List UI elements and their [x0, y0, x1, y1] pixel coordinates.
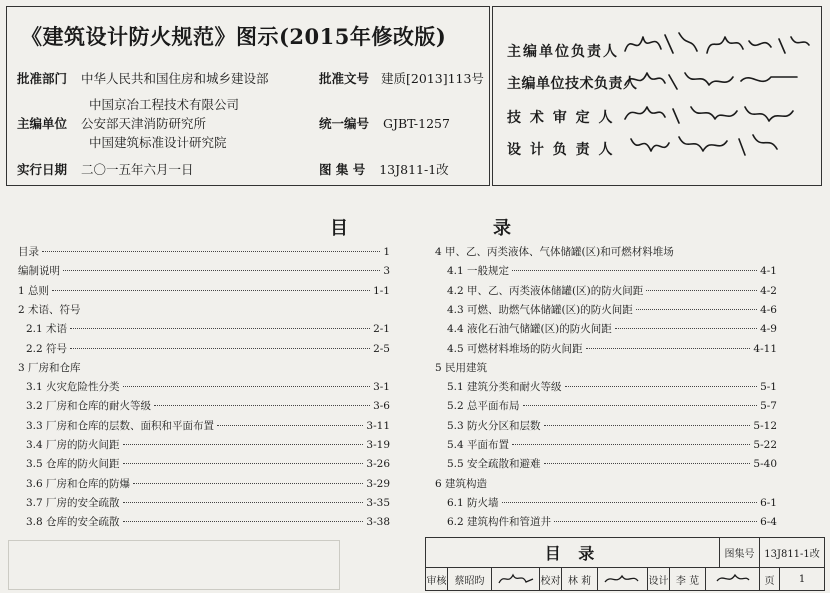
- toc-leader-dots: [70, 348, 370, 349]
- toc-item-page: 3-35: [366, 496, 390, 509]
- toc-item-page: 3: [383, 265, 390, 278]
- toc-leader-dots: [544, 425, 751, 426]
- chief-editor-unit-head-label: 主编单位负责人: [507, 44, 619, 60]
- toc-item-page: 5-12: [753, 419, 777, 432]
- toc-heading-right: 录: [493, 218, 511, 239]
- approval-doc-label: 批准文号: [319, 71, 370, 86]
- toc-item-title: 6.1 防火墙: [447, 496, 499, 509]
- toc-section-item: [18, 263, 390, 278]
- toc-item-title: 3.4 厂房的防火间距: [26, 439, 120, 451]
- title-block-atlas-no: 13J811-1改: [764, 549, 820, 560]
- toc-leader-dots: [646, 290, 757, 291]
- header-info-box: [6, 6, 490, 186]
- toc-subsection-item: [447, 321, 777, 336]
- signature-stroke: [625, 73, 797, 89]
- toc-leader-dots: [42, 251, 380, 252]
- toc-item-page: 2-1: [373, 323, 390, 336]
- toc-item-title: 1 总则: [18, 284, 50, 297]
- toc-subsection-item: [26, 456, 390, 471]
- toc-item-page: 3-6: [373, 400, 390, 413]
- toc-item-title: 目录: [18, 246, 39, 258]
- editor-2: 公安部天津消防研究所: [81, 116, 207, 131]
- toc-item-page: 4-1: [760, 265, 777, 278]
- toc-item-title: 6 建筑构造: [435, 477, 488, 490]
- signature-stroke: [707, 37, 809, 53]
- toc-leader-dots: [554, 521, 757, 522]
- toc-leader-dots: [70, 328, 370, 329]
- toc-item-title: 5.1 建筑分类和耐火等级: [447, 381, 562, 394]
- approval-doc-row: [319, 69, 484, 87]
- toc-item-title: 5 民用建筑: [435, 361, 488, 374]
- toc-item-title: 2 术语、符号: [18, 303, 81, 316]
- editor-label: 主编单位: [17, 116, 68, 131]
- toc-item-title: 5.3 防火分区和层数: [447, 419, 541, 432]
- toc-item-title: 4.5 可燃材料堆场的防火间距: [447, 342, 583, 355]
- toc-subsection-item: [447, 495, 777, 510]
- designer-signature-mark: [713, 571, 753, 587]
- toc-subsection-item: [447, 379, 777, 394]
- editor-1: 中国京冶工程技术有限公司: [89, 97, 240, 112]
- toc-subsection-item: [26, 398, 390, 413]
- title-block: [425, 537, 825, 591]
- toc-subsection-item: [447, 398, 777, 413]
- toc-section-item: [18, 244, 390, 259]
- designer-signature: [706, 568, 760, 590]
- reviewer-signature: [492, 568, 540, 590]
- toc-heading-left: 目: [330, 218, 348, 239]
- toc-item-title: 3.7 厂房的安全疏散: [26, 496, 120, 509]
- signature-stroke: [631, 135, 777, 155]
- reviewer-signature-mark: [496, 571, 536, 587]
- toc-subsection-item: [26, 476, 390, 491]
- toc-item-page: 5-22: [753, 439, 777, 451]
- toc-item-page: 4-9: [760, 323, 777, 336]
- toc-item-title: 5.5 安全疏散和避难: [447, 458, 541, 471]
- unified-no: GJBT-1257: [383, 116, 450, 131]
- toc-item-title: 4.1 一般规定: [447, 265, 510, 278]
- toc-leader-dots: [154, 405, 370, 406]
- background-bleed-through: [8, 540, 340, 590]
- toc-subsection-item: [26, 495, 390, 510]
- toc-section-item: [435, 360, 777, 375]
- toc-subsection-item: [447, 418, 777, 433]
- toc-leader-dots: [52, 290, 370, 291]
- toc-item-page: 1: [383, 246, 390, 258]
- toc-leader-dots: [544, 463, 751, 464]
- toc-leader-dots: [123, 502, 364, 503]
- page-label: 页: [760, 568, 780, 590]
- toc-item-title: 3.5 仓库的防火间距: [26, 458, 120, 471]
- toc-item-page: 3-19: [366, 439, 390, 451]
- toc-leader-dots: [63, 270, 380, 271]
- toc-section-item: [435, 476, 777, 491]
- toc-subsection-item: [447, 283, 777, 298]
- toc-item-page: 3-26: [366, 458, 390, 471]
- approval-dept-row: [17, 69, 269, 87]
- toc-item-title: 5.2 总平面布局: [447, 400, 520, 413]
- design-label: 设计: [648, 568, 670, 590]
- toc-section-item: [435, 244, 777, 259]
- toc-leader-dots: [523, 405, 758, 406]
- technical-reviewer-label: 技 术 审 定 人: [507, 110, 615, 126]
- toc-section-item: [18, 360, 390, 375]
- checker-name: 林 莉: [562, 568, 598, 590]
- toc-item-title: 编制说明: [18, 265, 60, 278]
- toc-item-page: 6-1: [760, 496, 777, 509]
- toc-item-title: 3.8 仓库的安全疏散: [26, 516, 120, 529]
- toc-item-title: 4 甲、乙、丙类液体、气体储罐(区)和可燃材料堆场: [435, 246, 674, 258]
- toc-leader-dots: [636, 309, 757, 310]
- toc-subsection-item: [447, 302, 777, 317]
- toc-item-title: 5.4 平面布置: [447, 439, 510, 451]
- page-number: 1: [798, 573, 806, 585]
- toc-section-item: [18, 283, 390, 298]
- toc-item-title: 4.2 甲、乙、丙类液体储罐(区)的防火间距: [447, 284, 644, 297]
- toc-subsection-item: [447, 456, 777, 471]
- toc-leader-dots: [565, 386, 758, 387]
- toc-item-title: 4.3 可燃、助燃气体储罐(区)的防火间距: [447, 303, 633, 316]
- page-title: 《建筑设计防火规范》图示(2015年修改版): [21, 24, 447, 49]
- approval-dept: 中华人民共和国住房和城乡建设部: [81, 71, 269, 86]
- toc-leader-dots: [615, 328, 757, 329]
- effective-date-label: 实行日期: [17, 162, 68, 177]
- toc-item-page: 3-11: [366, 419, 390, 432]
- toc-subsection-item: [26, 418, 390, 433]
- toc-subsection-item: [447, 514, 777, 529]
- signature-stroke: [625, 33, 697, 53]
- toc-leader-dots: [512, 270, 757, 271]
- toc-leader-dots: [123, 386, 371, 387]
- toc-item-page: 4-11: [753, 342, 777, 355]
- toc-subsection-item: [26, 321, 390, 336]
- toc-leader-dots: [123, 521, 364, 522]
- editor-3: 中国建筑标准设计研究院: [89, 135, 227, 150]
- review-label: 审核: [426, 568, 448, 590]
- toc-leader-dots: [502, 502, 758, 503]
- toc-leader-dots: [133, 483, 363, 484]
- toc-item-title: 2.2 符号: [26, 342, 68, 355]
- toc-item-page: 2-5: [373, 342, 390, 355]
- toc-subsection-item: [26, 514, 390, 529]
- design-head-label: 设 计 负 责 人: [507, 142, 615, 158]
- toc-item-title: 3.1 火灾危险性分类: [26, 381, 120, 394]
- checker-signature-mark: [602, 571, 644, 587]
- toc-item-page: 5-1: [760, 381, 777, 394]
- toc-item-page: 6-4: [760, 516, 777, 529]
- toc-item-page: 3-29: [366, 477, 390, 490]
- atlas-no-label: 图 集 号: [319, 162, 366, 177]
- toc-item-page: 5-40: [753, 458, 777, 471]
- approval-dept-label: 批准部门: [17, 71, 68, 86]
- toc-subsection-item: [447, 341, 777, 356]
- toc-subsection-item: [447, 437, 777, 452]
- toc-leader-dots: [217, 425, 363, 426]
- toc-item-page: 3-1: [373, 381, 390, 394]
- atlas-no: 13J811-1改: [379, 162, 449, 177]
- toc-leader-dots: [123, 444, 364, 445]
- signature-stroke: [625, 107, 793, 123]
- toc-item-page: 3-38: [366, 516, 390, 529]
- toc-item-title: 2.1 术语: [26, 323, 68, 336]
- toc-item-page: 4-2: [760, 284, 777, 297]
- toc-leader-dots: [512, 444, 750, 445]
- toc-section-item: [18, 302, 390, 317]
- check-label: 校对: [540, 568, 562, 590]
- toc-item-page: 4-6: [760, 303, 777, 316]
- signature-box: [492, 6, 822, 186]
- chief-editor-tech-head-label: 主编单位技术负责人: [507, 76, 638, 92]
- toc-item-page: 5-7: [760, 400, 777, 413]
- editor-row: [17, 114, 206, 132]
- effective-date: 二〇一五年六月一日: [81, 162, 194, 177]
- toc-subsection-item: [447, 263, 777, 278]
- toc-item-title: 3.2 厂房和仓库的耐火等级: [26, 400, 152, 413]
- checker-signature: [598, 568, 648, 590]
- toc-subsection-item: [26, 341, 390, 356]
- toc-subsection-item: [26, 437, 390, 452]
- atlas-no-row: [319, 160, 449, 178]
- toc-subsection-item: [26, 379, 390, 394]
- toc-leader-dots: [123, 463, 364, 464]
- unified-no-row: [319, 114, 450, 132]
- designer-name: 李 苋: [670, 568, 706, 590]
- toc-item-title: 6.2 建筑构件和管道井: [447, 516, 552, 529]
- toc-item-title: 3 厂房和仓库: [18, 361, 81, 374]
- toc-leader-dots: [586, 348, 751, 349]
- toc-item-title: 4.4 液化石油气储罐(区)的防火间距: [447, 323, 612, 336]
- toc-item-page: 1-1: [373, 284, 390, 297]
- unified-no-label: 统一编号: [319, 116, 370, 131]
- handwritten-signatures: [621, 23, 816, 173]
- approval-doc: 建质[2013]113号: [381, 71, 484, 86]
- reviewer-name: 蔡昭昀: [448, 568, 492, 590]
- title-block-title: 目 录: [426, 538, 720, 567]
- effective-date-row: [17, 160, 194, 178]
- title-block-atlas-label: 图集号: [720, 538, 760, 567]
- toc-item-title: 3.3 厂房和仓库的层数、面积和平面布置: [26, 419, 215, 432]
- toc-item-title: 3.6 厂房和仓库的防爆: [26, 477, 131, 490]
